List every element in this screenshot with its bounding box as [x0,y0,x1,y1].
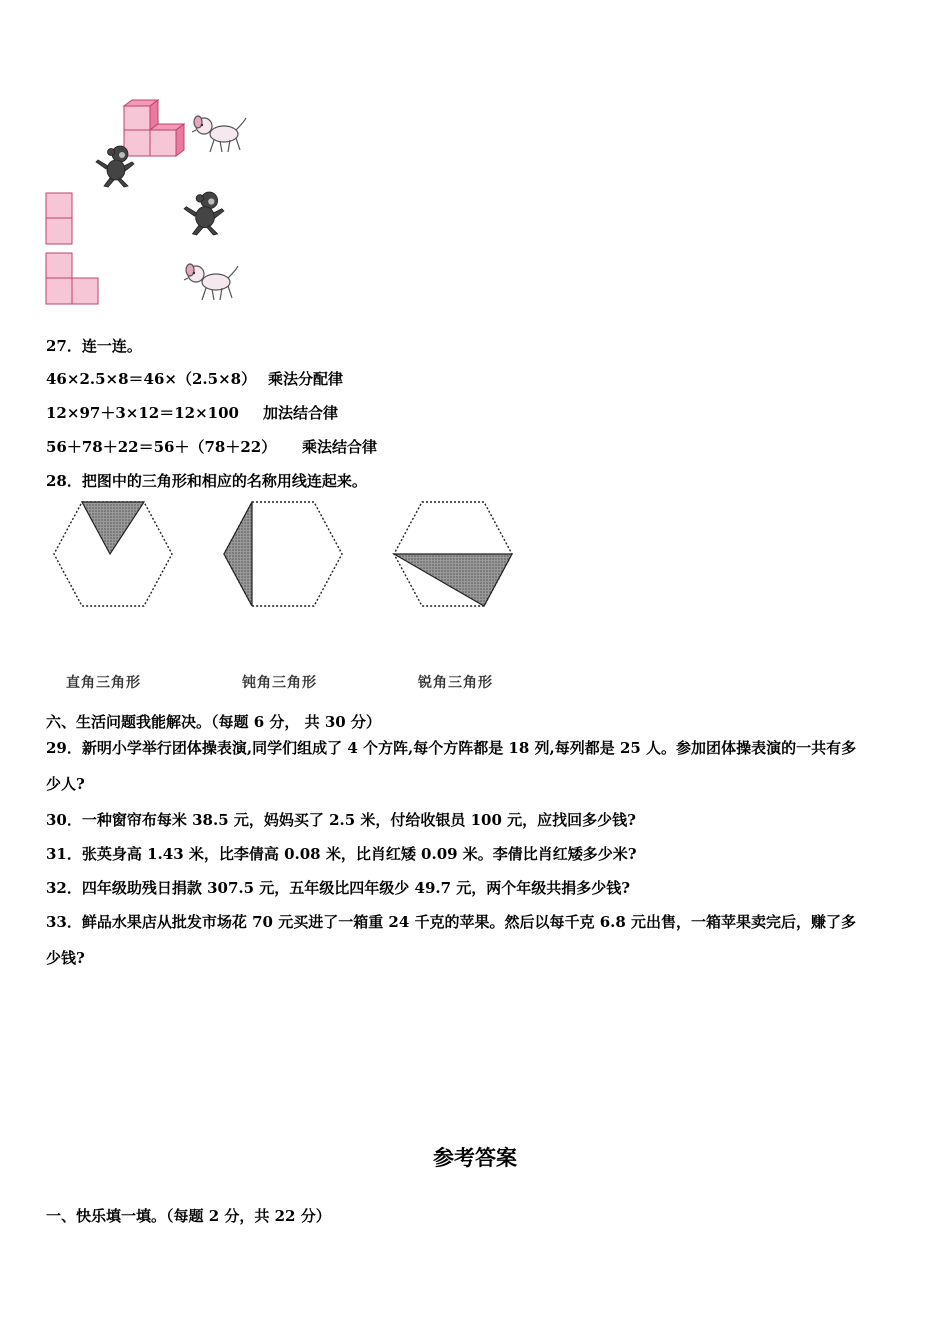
dog-icon [182,260,240,304]
question-28-title: 28．把图中的三角形和相应的名称用线连起来。 [46,472,367,490]
question-27-title: 27．连一连。 [46,337,142,355]
answers-title: 参考答案 [433,1145,517,1170]
q27-expression-3: 56＋78＋22＝56＋（78＋22） [46,438,277,456]
question-32: 32．四年级助残日捐款 307.5 元，五年级比四年级少 49.7 元，两个年级共捐多少钱? [46,879,631,897]
label-acute-triangle: 锐角三角形 [418,675,493,691]
answers-section-1-heading: 一、快乐填一填。（每题 2 分，共 22 分） [46,1207,331,1225]
question-29-line-1: 29．新明小学举行团体操表演,同学们组成了 4 个方阵,每个方阵都是 18 列,每列都是 25 人。参加团体操表演的一共有多 [46,739,857,757]
section-6-heading: 六、生活问题我能解决。（每题 6 分， 共 30 分） [46,713,381,731]
hexagon-figure-3 [390,498,516,610]
q27-expression-2: 12×97＋3×12＝12×100 [46,404,239,422]
question-30: 30．一种窗帘布每米 38.5 元，妈妈买了 2.5 米，付给收银员 100 元，应找回多少钱? [46,811,636,829]
question-33-line-2: 少钱? [46,949,85,967]
q27-law-3: 乘法结合律 [302,438,378,456]
q27-law-1: 乘法分配律 [268,370,344,388]
monkey-icon [182,190,226,236]
hexagon-figure-1 [50,498,176,610]
front-view-figure [45,192,75,246]
monkey-icon [94,144,136,188]
label-right-triangle: 直角三角形 [66,675,141,691]
question-33-line-1: 33．鲜品水果店从批发市场花 70 元买进了一箱重 24 千克的苹果。然后以每千克 6.8 元出售，一箱苹果卖完后，赚了多 [46,913,857,931]
question-29-line-2: 少人? [46,775,85,793]
question-31: 31．张英身高 1.43 米，比李倩高 0.08 米，比肖红矮 0.09 米。李倩比肖红矮多少米? [46,845,637,863]
hexagon-figure-2 [220,498,346,610]
q27-expression-1: 46×2.5×8＝46×（2.5×8） [46,370,257,388]
side-view-figure [45,252,101,306]
dog-icon [190,112,248,156]
label-obtuse-triangle: 钝角三角形 [242,675,317,691]
q27-law-2: 加法结合律 [263,404,339,422]
